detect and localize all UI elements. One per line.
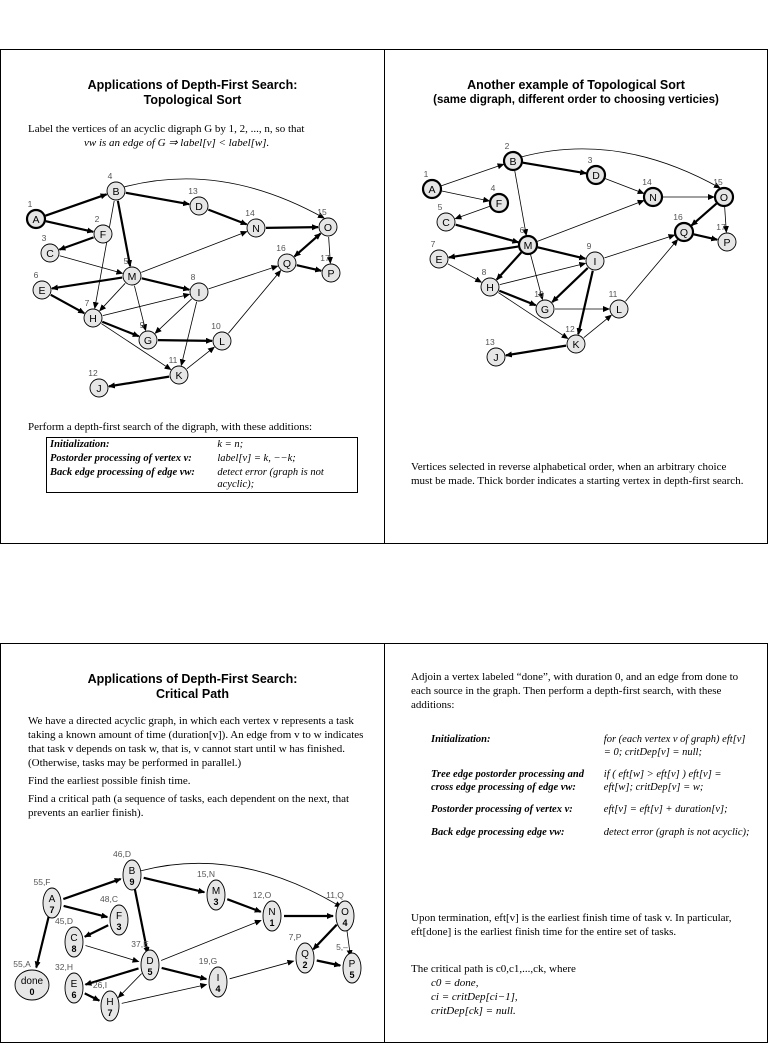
node-I (190, 272, 208, 301)
node-letter: O (719, 192, 729, 204)
node-letter: D (146, 956, 154, 967)
node-H (84, 298, 102, 327)
node-letter: F (495, 198, 503, 210)
edge-Q-O (295, 234, 321, 257)
node-duration: 3 (116, 922, 122, 932)
node-letter: L (219, 336, 225, 348)
edge-I-G (552, 268, 588, 302)
node-number: 16 (276, 243, 286, 253)
edge-K-J (506, 346, 566, 356)
node-number: 17 (716, 222, 726, 232)
node-eft-label: 12,O (252, 890, 272, 900)
edge-M-N (141, 232, 246, 273)
slide4-intro: Adjoin a vertex labeled “done”, with duration 0, and an edge from done to each source in the graph. Then perform a depth-first search, with these additions: (411, 671, 739, 711)
node-letter: N (268, 907, 276, 918)
rule-value: detect error (graph is not acyclic); (217, 467, 324, 490)
slide1-perform: Perform a depth-first search of the digraph, with these additions: (28, 421, 313, 433)
edge-F-C (85, 925, 108, 936)
critical-path-graph (13, 849, 361, 1021)
node-M (197, 869, 225, 910)
node-D (587, 155, 605, 184)
node-N (642, 177, 662, 206)
node-letter: G (143, 335, 153, 347)
node-number: 10 (211, 321, 221, 331)
node-letter: H (89, 313, 97, 325)
dfs-rule-label: Back edge processing edge vw: (431, 826, 565, 838)
dfs-rule-value: detect error (graph is not acyclic); (603, 826, 750, 838)
node-duration: 6 (71, 990, 77, 1000)
edge-A-F (46, 221, 93, 232)
dfs-rule-label: Tree edge postorder processing and cross edge processing of edge vw: (431, 769, 585, 793)
node-letter: A (32, 214, 40, 226)
node-number: 13 (485, 337, 495, 347)
edge-H-I (103, 294, 190, 315)
node-G (139, 320, 157, 349)
edge-A-F (442, 191, 489, 201)
node-number: 12 (565, 324, 575, 334)
node-number: 2 (504, 141, 510, 151)
node-letter: C (46, 248, 54, 260)
node-D (131, 939, 159, 980)
node-duration: 2 (302, 960, 308, 970)
edge-D-N (208, 210, 246, 225)
node-number: 4 (107, 171, 113, 181)
node-letter: K (572, 339, 580, 351)
edge-K-J (109, 377, 169, 387)
node-duration: 4 (342, 918, 348, 928)
edge-H-G (499, 291, 535, 306)
node-letter: done (20, 976, 44, 987)
node-letter: G (540, 304, 550, 316)
node-number: 2 (94, 214, 100, 224)
node-letter: O (341, 907, 349, 918)
node-Q (289, 932, 314, 973)
edge-C-M (456, 225, 519, 243)
node-duration: 7 (49, 905, 55, 915)
slide2-note: Vertices selected in reverse alphabetical order, when an arbitrary choice must be made. Thick border indicates a starting vertex in depth-first search. (411, 461, 744, 487)
node-E (33, 270, 51, 299)
node-duration: 8 (71, 944, 77, 954)
node-A (423, 169, 441, 198)
node-number: 6 (33, 270, 39, 280)
rule-value: k = n; (217, 439, 244, 450)
node-eft-label: 45,D (55, 916, 73, 926)
node-E (55, 962, 83, 1003)
edge-I-G (155, 299, 191, 333)
node-eft-label: 55,A (13, 959, 31, 969)
node-number: 6 (519, 225, 525, 235)
node-number: 8 (190, 272, 196, 282)
node-M (519, 225, 537, 254)
slide1-intro: Label the vertices of an acyclic digraph G by 1, 2, ..., n, so that vw is an edge of G ⇒ label[v] < label[w]. (28, 123, 305, 149)
edge-I-Q (208, 266, 277, 289)
dfs-rule-value: for (each vertex v of graph) eft[v] = 0; critDep[v] = null; (603, 734, 746, 758)
node-number: 3 (587, 155, 593, 165)
node-duration: 3 (213, 897, 219, 907)
node-eft-label: 5,– (336, 942, 348, 952)
node-number: 7 (84, 298, 90, 308)
slide3-title: Applications of Depth-First Search: Critical Path (87, 672, 298, 701)
edge-G-L (158, 340, 212, 341)
node-letter: N (252, 223, 260, 235)
node-L (609, 289, 628, 318)
node-letter: I (593, 256, 597, 268)
node-F (94, 214, 112, 243)
node-number: 11 (608, 289, 618, 299)
rule-label: Back edge processing of edge vw: (50, 467, 195, 478)
node-I (586, 241, 604, 270)
node-eft-label: 37,E (131, 939, 149, 949)
node-letter: P (327, 268, 335, 280)
edge-K-L (584, 315, 611, 337)
node-O (326, 890, 354, 931)
node-letter: O (323, 222, 333, 234)
node-eft-label: 48,C (100, 894, 118, 904)
node-letter: H (486, 282, 494, 294)
node-letter: B (509, 156, 517, 168)
node-letter: E (435, 254, 443, 266)
node-letter: Q (282, 258, 292, 270)
node-number: 15 (317, 207, 327, 217)
edge-H-K (498, 293, 567, 339)
edge-D-I (162, 968, 207, 979)
node-B (107, 171, 125, 200)
node-letter: E (38, 285, 46, 297)
node-E (430, 239, 448, 268)
node-duration: 9 (129, 877, 135, 887)
node-letter: D (592, 170, 600, 182)
edge-I-K (578, 271, 593, 335)
node-letter: B (128, 866, 136, 877)
edge-M-I (538, 247, 586, 258)
edge-H-G (102, 322, 138, 337)
node-number: 5 (437, 202, 443, 212)
node-letter: N (649, 192, 657, 204)
node-number: 15 (713, 177, 723, 187)
node-letter: F (99, 229, 107, 241)
node-number: 9 (139, 320, 145, 330)
dfs-rule-value: eft[v] = eft[v] + duration[v]; (603, 804, 728, 815)
node-H (481, 267, 499, 296)
edge-H-I (122, 985, 207, 1004)
node-number: 11 (168, 355, 178, 365)
node-letter: C (442, 217, 450, 229)
node-number: 7 (430, 239, 436, 249)
edge-F-C (455, 206, 489, 218)
node-F (100, 894, 128, 935)
node-M (123, 256, 141, 285)
node-letter: C (70, 933, 78, 944)
edge-D-N (161, 920, 261, 960)
edge-O-Q (692, 204, 717, 226)
node-letter: H (106, 997, 114, 1008)
edge-M-H (497, 252, 522, 279)
rule-value: label[v] = k, −−k; (217, 453, 296, 464)
node-P (336, 942, 361, 983)
node-number: 17 (320, 253, 330, 263)
node-number: 8 (481, 267, 487, 277)
node-C (41, 233, 59, 262)
node-F (490, 183, 508, 212)
node-eft-label: 46,D (113, 849, 131, 859)
node-D (188, 186, 208, 215)
edge-E-H (85, 993, 100, 1000)
edge-M-N (537, 201, 643, 242)
edge-D-H (118, 974, 141, 998)
node-number: 10 (534, 289, 544, 299)
node-number: 4 (490, 183, 496, 193)
node-number: 13 (188, 186, 198, 196)
edge-M-E (52, 278, 122, 289)
node-number: 5 (123, 256, 129, 266)
node-C (55, 916, 83, 957)
topological-graph-1 (27, 171, 340, 397)
node-eft-label: 32,H (55, 962, 73, 972)
edge-H-K (101, 324, 170, 370)
node-letter: P (348, 959, 356, 970)
node-L (211, 321, 231, 350)
node-N (245, 208, 265, 237)
node-letter: A (48, 894, 56, 905)
node-duration: 5 (147, 967, 153, 977)
node-letter: P (723, 237, 731, 249)
node-number: 12 (88, 368, 98, 378)
node-I (199, 956, 227, 997)
edge-C-M (60, 256, 123, 274)
node-eft-label: 26,I (92, 980, 108, 990)
node-duration: 4 (215, 984, 221, 994)
node-B (113, 849, 141, 890)
node-letter: E (70, 979, 78, 990)
node-number: 1 (27, 199, 33, 209)
edge-B-D (126, 193, 189, 204)
edge-B-D (523, 163, 586, 174)
edge-E-H (448, 264, 481, 282)
node-letter: M (211, 886, 221, 897)
dfs-rule-label: Postorder processing of vertex v: (431, 804, 573, 815)
edge-Q-P (694, 234, 718, 239)
edge-I-Q (605, 235, 675, 258)
node-letter: M (127, 271, 137, 283)
node-C (437, 202, 455, 231)
node-letter: Q (301, 949, 309, 960)
node-eft-label: 7,P (288, 932, 302, 942)
slide1-title: Applications of Depth-First Search: Topological Sort (87, 78, 298, 107)
node-number: 9 (586, 241, 592, 251)
node-letter: K (175, 370, 183, 382)
node-letter: J (96, 383, 102, 395)
node-letter: Q (679, 227, 689, 239)
node-J (88, 368, 108, 397)
node-duration: 0 (29, 987, 35, 997)
node-eft-label: 19,G (198, 956, 218, 966)
rule-label: Initialization: (50, 439, 110, 450)
slide4-critical: The critical path is c0,c1,...,ck, where c0 = done, ci = critDep[ci−1], critDep[ck] = null. (411, 963, 576, 1017)
edge-K-L (187, 347, 214, 369)
node-G (534, 289, 554, 318)
slide3-text: We have a directed acyclic graph, in which each vertex v represents a task taking a known amount of time (duration[v]). An edge from v to w indicates that task v depends on task w, that is, v cannot start until w has finished. (Otherwise, tasks may be performed in parallel.) Find the earliest possible finish time. Find a critical path (a sequence of tasks, each dependent on the next, that prevents an earlier finish). (28, 715, 364, 819)
node-K (169, 355, 188, 384)
node-letter: D (195, 201, 203, 213)
edge-I-Q (230, 961, 294, 979)
node-B (504, 141, 522, 170)
edge-B-M (144, 878, 205, 892)
node-duration: 1 (269, 918, 275, 928)
topological-graph-2 (423, 141, 736, 366)
node-number: 14 (245, 208, 255, 218)
node-letter: J (493, 352, 499, 364)
slide2-title: Another example of Topological Sort (same digraph, different order to choosing verticies) (433, 78, 719, 106)
node-J (485, 337, 505, 366)
dfs-rule-value: if ( eft[w] > eft[v] ) eft[v] = eft[w]; critDep[v] = w; (603, 769, 722, 793)
node-number: 14 (642, 177, 652, 187)
node-K (565, 324, 585, 353)
node-letter: B (112, 186, 120, 198)
node-Q (276, 243, 296, 272)
node-eft-label: 55,F (33, 877, 51, 887)
node-A (27, 199, 45, 228)
edge-M-E (449, 247, 518, 258)
node-letter: A (428, 184, 436, 196)
node-done (13, 959, 49, 1000)
node-number: 16 (673, 212, 683, 222)
node-letter: I (197, 287, 201, 299)
edge-D-N (605, 179, 643, 194)
node-duration: 5 (349, 970, 355, 980)
edge-M-I (142, 278, 190, 289)
edge-M-N (227, 899, 261, 912)
edge-A-B (45, 194, 106, 215)
edge-F-C (59, 237, 93, 249)
slide4-termination: Upon termination, eft[v] is the earliest finish time of task v. In particular, eft[done] is the earliest finish time for the entire set of tasks. (411, 912, 732, 938)
node-letter: I (216, 973, 220, 984)
node-O (317, 207, 337, 236)
edge-O-Q (313, 925, 336, 950)
node-A (33, 877, 61, 918)
node-number: 3 (41, 233, 47, 243)
node-number: 1 (423, 169, 429, 179)
node-O (713, 177, 733, 206)
node-letter: F (115, 911, 123, 922)
node-eft-label: 15,N (197, 869, 215, 879)
node-letter: L (616, 304, 622, 316)
node-eft-label: 11,Q (326, 890, 344, 900)
rule-label: Postorder processing of vertex v: (50, 453, 192, 464)
dfs-rule-label: Initialization: (431, 734, 491, 745)
node-Q (673, 212, 693, 241)
edge-M-H (100, 283, 125, 310)
edge-A-done (36, 915, 49, 968)
node-letter: M (523, 240, 533, 252)
edge-Q-P (297, 265, 321, 271)
edge-I-K (181, 302, 196, 366)
edge-Q-P (317, 960, 341, 965)
node-duration: 7 (107, 1008, 113, 1018)
edge-N-O (266, 227, 318, 228)
edge-E-H (51, 295, 84, 313)
